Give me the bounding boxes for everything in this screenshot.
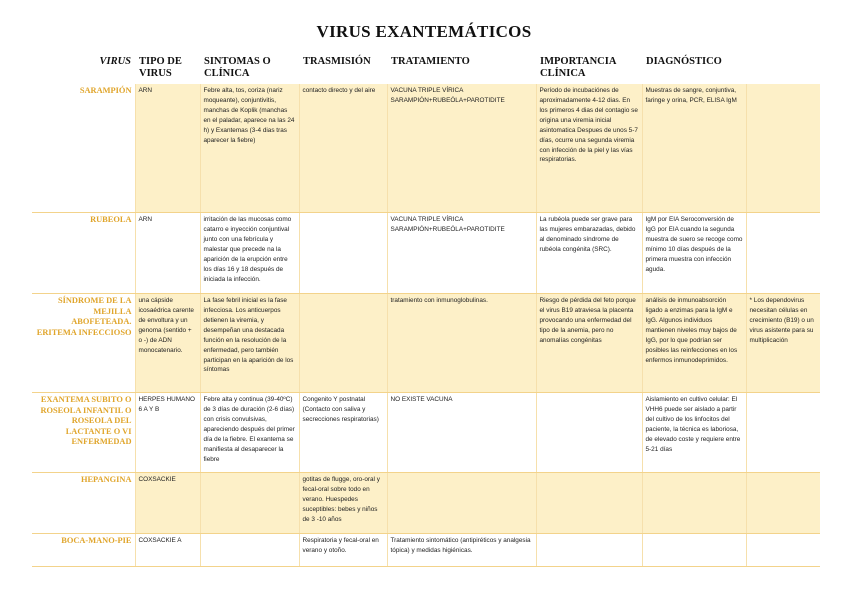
header-trasmision: TRASMISIÓN <box>303 56 371 67</box>
table-row <box>32 534 820 567</box>
cell-extra: * Los dependovirus necesitan células en crecimiento (B19) o un virus asistente para su multiplicación <box>746 294 820 393</box>
cell-tipo: ARN <box>135 213 200 294</box>
header-row <box>32 53 820 84</box>
virus-name: BOCA-MANO-PIE <box>32 534 135 567</box>
header-extra <box>746 53 820 84</box>
cell-tipo: HERPES HUMANO 6 A Y B <box>135 393 200 473</box>
header-tipo: TIPO DE VIRUS <box>139 56 182 79</box>
cell-sintomas: Febre alta, tos, coriza (nariz moqueante), conjuntivitis, manchas de Koplik (manchas en el paladar, aparece na las 24 h) y Exantemas (3-4 dias tras aparecer la fiebre) <box>200 84 299 213</box>
table-row <box>32 473 820 534</box>
virus-name: SÍNDROME DE LA MEJILLA ABOFETEADA. ERITEMA INFECCIOSO <box>32 294 135 393</box>
cell-tratamiento: VACUNA TRIPLE VÍRICA SARAMPIÓN+RUBEÓLA+PAROTIDITE <box>387 213 536 294</box>
header-tratamiento: TRATAMIENTO <box>391 56 470 67</box>
cell-extra <box>746 534 820 567</box>
cell-trasmision: gotitas de flugge, oro-oral y fecal-oral sobre todo en verano. Huespedes suceptibles: bebes y niños de 3 -10 años <box>299 473 387 534</box>
cell-tratamiento: NO EXISTE VACUNA <box>387 393 536 473</box>
cell-sintomas: irritación de las mucosas como catarro e inyección conjuntival junto con una febrícula y malestar que precede na la aparición de la erupción entre los días 16 y 18 después de iniciada la infección. <box>200 213 299 294</box>
cell-trasmision: Congenito Y postnatal (Contacto con saliva y secrecciones respiratorias) <box>299 393 387 473</box>
cell-importancia: La rubéola puede ser grave para las mujeres embarazadas, debido al denominado síndrome de rubéola congénita (SRC). <box>536 213 642 294</box>
header-importancia: IMPORTANCIA CLÍNICA <box>540 56 616 79</box>
header-diagnostico: DIAGNÓSTICO <box>646 56 722 67</box>
cell-trasmision: contacto directo y del aire <box>299 84 387 213</box>
cell-diagnostico <box>642 534 746 567</box>
cell-tipo: ARN <box>135 84 200 213</box>
virus-name: HEPANGINA <box>32 473 135 534</box>
cell-trasmision <box>299 213 387 294</box>
cell-diagnostico: Aislamiento en cultivo celular: El VHH6 puede ser aislado a partir del cultivo de los linfocitos del paciente, la técnica es laboriosa, de elevado coste y requiere entre 5-21 días <box>642 393 746 473</box>
table-row <box>32 84 820 213</box>
cell-extra <box>746 84 820 213</box>
virus-name: EXANTEMA SUBITO O ROSEOLA INFANTIL O ROSEOLA DEL LACTANTE O VI ENFERMEDAD <box>32 393 135 473</box>
cell-tratamiento: Tratamiento sintomático (antipiréticos y analgesia tópica) y medidas higiénicas. <box>387 534 536 567</box>
virus-table <box>32 53 820 567</box>
virus-name: SARAMPIÓN <box>32 84 135 213</box>
cell-diagnostico: Muestras de sangre, conjuntiva, faringe y orina, PCR, ELISA IgM <box>642 84 746 213</box>
cell-sintomas: Febre alta y continua (39-40ºC) de 3 días de duración (2-6 días) con crisis convulsivas, apareciendo después del primer día de la fiebre. El exantema se manifiesta al desaparecer la fiebre <box>200 393 299 473</box>
cell-tipo: COXSACKIE A <box>135 534 200 567</box>
virus-name: RUBEOLA <box>32 213 135 294</box>
cell-sintomas <box>200 473 299 534</box>
cell-sintomas: La fase febril inicial es la fase infecciosa. Los anticuerpos detienen la viremia, y desempeñan una destacada función en la resolución de la enfermedad, pero también participan en la aparición de los síntomas <box>200 294 299 393</box>
cell-tipo: una cápside icosaédrica carente de envoltura y un genoma (sentido + o -) de ADN monocatenario. <box>135 294 200 393</box>
cell-trasmision <box>299 294 387 393</box>
cell-importancia <box>536 393 642 473</box>
table-row <box>32 213 820 294</box>
cell-tratamiento <box>387 473 536 534</box>
cell-diagnostico: IgM por EIA Seroconversión de IgG por EIA cuando la segunda muestra de suero se recoge como mínimo 10 días después de la primera muestra con infección aguda. <box>642 213 746 294</box>
cell-extra <box>746 393 820 473</box>
table-row <box>32 294 820 393</box>
cell-extra <box>746 213 820 294</box>
header-sintomas: SINTOMAS O CLÍNICA <box>204 56 271 79</box>
table-row <box>32 393 820 473</box>
cell-sintomas <box>200 534 299 567</box>
cell-importancia <box>536 473 642 534</box>
header-virus: VIRUS <box>99 56 131 67</box>
cell-importancia: Riesgo de pérdida del feto porque el virus B19 atraviesa la placenta provocando una enfermedad del tipo de la anemia, pero no anomalías congénitas <box>536 294 642 393</box>
cell-tratamiento: VACUNA TRIPLE VÍRICA SARAMPIÓN+RUBEÓLA+PAROTIDITE <box>387 84 536 213</box>
cell-tipo: COXSACKIE <box>135 473 200 534</box>
cell-tratamiento: tratamiento con inmunoglobulinas. <box>387 294 536 393</box>
cell-diagnostico <box>642 473 746 534</box>
page-title: VIRUS EXANTEMÁTICOS <box>316 22 532 41</box>
cell-importancia: Período de incubaciónes de aproximadamente 4-12 dias. En los primeros 4 dias del contagio se origina una viremia inicial asintomatica Despues de unos 5-7 días, ocurre una segunda viremia con infección de la piel y las vías respiratorias. <box>536 84 642 213</box>
cell-extra <box>746 473 820 534</box>
cell-trasmision: Respiratoria y fecal-oral en verano y otoño. <box>299 534 387 567</box>
cell-importancia <box>536 534 642 567</box>
cell-diagnostico: análisis de inmunoabsorción ligado a enzimas para la IgM e IgG. Algunos individuos mantienen niveles muy bajos de IgG, por lo que podrían ser posibles las reinfecciones en los enfermos inmunodeprimidos. <box>642 294 746 393</box>
